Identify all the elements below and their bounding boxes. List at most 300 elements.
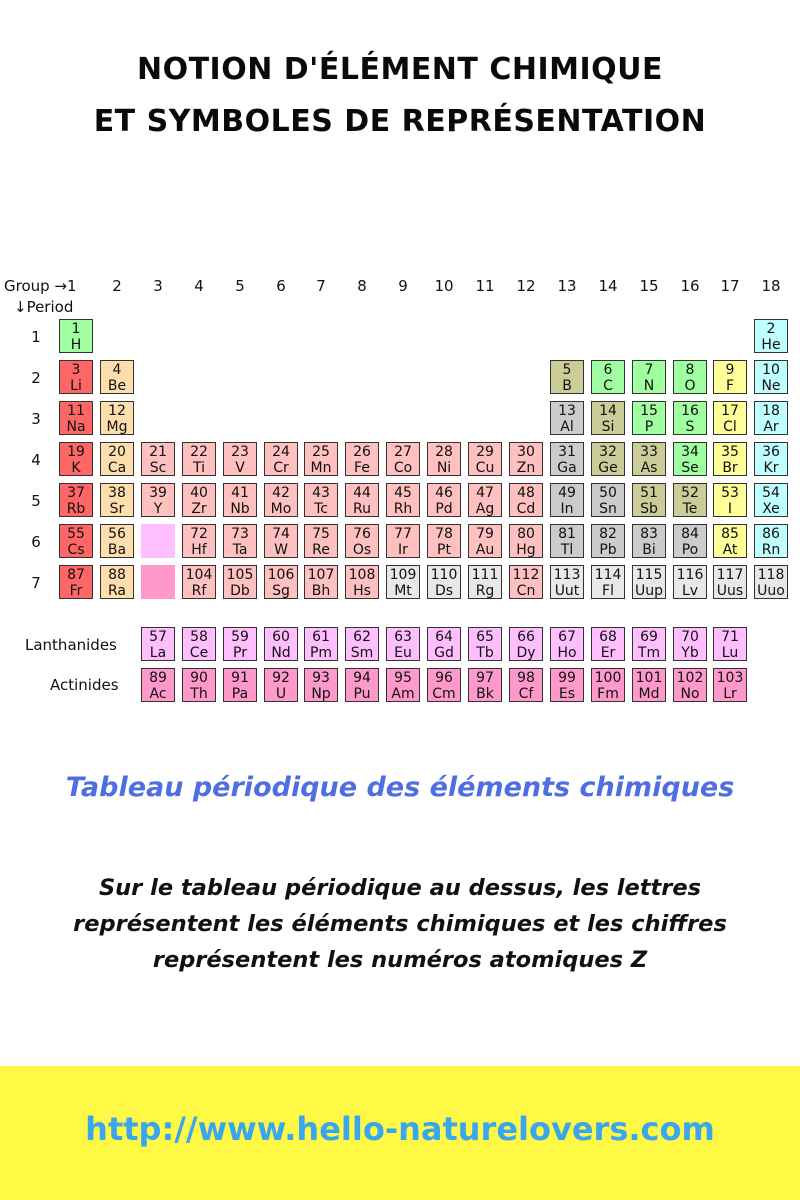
group-number: 11 — [475, 277, 495, 295]
group-number: 13 — [557, 277, 577, 295]
element-symbol: Fl — [602, 583, 614, 599]
atomic-number: 92 — [272, 670, 290, 686]
element-symbol: Ho — [557, 645, 577, 661]
atomic-number: 31 — [558, 444, 576, 460]
element-cell — [264, 442, 298, 476]
series-placeholder-cell — [141, 524, 175, 558]
element-cell — [509, 483, 543, 517]
element-symbol: Os — [352, 542, 372, 558]
atomic-number: 112 — [512, 567, 540, 583]
element-cell — [100, 565, 134, 599]
atomic-number: 43 — [312, 485, 330, 501]
group-number: 3 — [153, 277, 163, 295]
atomic-number: 4 — [112, 362, 122, 378]
element-symbol: Cn — [516, 583, 536, 599]
element-symbol: Cf — [518, 686, 534, 702]
element-symbol: Hs — [353, 583, 371, 599]
element-cell — [550, 360, 584, 394]
element-cell — [713, 360, 747, 394]
element-symbol: Mt — [394, 583, 412, 599]
element-cell — [591, 668, 625, 702]
atomic-number: 3 — [71, 362, 81, 378]
element-cell — [754, 360, 788, 394]
element-cell — [468, 627, 502, 661]
element-symbol: Tb — [476, 645, 494, 661]
element-symbol: No — [680, 686, 700, 702]
element-symbol: Sb — [640, 501, 658, 517]
element-symbol: Co — [393, 460, 413, 476]
element-cell — [591, 442, 625, 476]
element-cell — [550, 627, 584, 661]
element-cell — [223, 442, 257, 476]
element-symbol: Uuo — [757, 583, 785, 599]
atomic-number: 7 — [644, 362, 654, 378]
element-cell — [304, 668, 338, 702]
atomic-number: 90 — [190, 670, 208, 686]
element-cell — [550, 524, 584, 558]
atomic-number: 61 — [312, 629, 330, 645]
atomic-number: 75 — [312, 526, 330, 542]
element-cell — [713, 483, 747, 517]
element-cell — [468, 524, 502, 558]
atomic-number: 97 — [476, 670, 494, 686]
element-cell — [591, 401, 625, 435]
element-symbol: Er — [600, 645, 616, 661]
element-symbol: Ru — [353, 501, 371, 517]
element-symbol: Cr — [273, 460, 289, 476]
element-cell — [264, 524, 298, 558]
element-cell — [100, 483, 134, 517]
element-cell — [713, 565, 747, 599]
element-cell — [550, 668, 584, 702]
element-cell — [182, 442, 216, 476]
element-cell — [100, 442, 134, 476]
group-number: 7 — [316, 277, 326, 295]
element-cell — [632, 627, 666, 661]
element-cell — [468, 483, 502, 517]
element-cell — [468, 668, 502, 702]
element-symbol: Lv — [681, 583, 699, 599]
element-cell — [550, 483, 584, 517]
element-symbol: Yb — [681, 645, 699, 661]
atomic-number: 15 — [640, 403, 658, 419]
element-symbol: Ba — [107, 542, 127, 558]
atomic-number: 9 — [725, 362, 735, 378]
element-symbol: Bk — [476, 686, 494, 702]
group-number: 9 — [398, 277, 408, 295]
element-cell — [509, 524, 543, 558]
atomic-number: 106 — [267, 567, 295, 583]
page-title-line-2: ET SYMBOLES DE REPRÉSENTATION — [93, 104, 707, 139]
atomic-number: 66 — [517, 629, 535, 645]
element-cell — [345, 668, 379, 702]
element-cell — [632, 524, 666, 558]
atomic-number: 63 — [394, 629, 412, 645]
atomic-number: 37 — [67, 485, 85, 501]
group-number: 4 — [194, 277, 204, 295]
element-symbol: Xe — [762, 501, 780, 517]
element-symbol: Pr — [233, 645, 247, 661]
atomic-number: 77 — [394, 526, 412, 542]
element-symbol: Es — [558, 686, 576, 702]
group-number: 14 — [598, 277, 618, 295]
atomic-number: 56 — [108, 526, 126, 542]
element-cell — [754, 442, 788, 476]
atomic-number: 68 — [599, 629, 617, 645]
atomic-number: 110 — [430, 567, 458, 583]
atomic-number: 115 — [635, 567, 663, 583]
element-cell — [427, 627, 461, 661]
element-symbol: Pt — [437, 542, 451, 558]
element-symbol: Sm — [350, 645, 374, 661]
atomic-number: 102 — [676, 670, 704, 686]
page-title-line-1: NOTION D'ÉLÉMENT CHIMIQUE — [136, 52, 663, 87]
element-cell — [182, 668, 216, 702]
element-symbol: Zn — [516, 460, 536, 476]
group-number: 16 — [680, 277, 700, 295]
element-symbol: Rg — [475, 583, 495, 599]
element-symbol: In — [560, 501, 574, 517]
atomic-number: 84 — [681, 526, 699, 542]
element-symbol: Ds — [434, 583, 454, 599]
atomic-number: 95 — [394, 670, 412, 686]
element-symbol: F — [725, 378, 735, 394]
period-number: 5 — [31, 492, 41, 510]
atomic-number: 62 — [353, 629, 371, 645]
element-symbol: Be — [107, 378, 127, 394]
element-symbol: Sc — [149, 460, 167, 476]
element-cell — [59, 442, 93, 476]
atomic-number: 45 — [394, 485, 412, 501]
element-symbol: Ge — [598, 460, 618, 476]
element-cell — [59, 401, 93, 435]
element-cell — [591, 483, 625, 517]
element-symbol: Sn — [599, 501, 617, 517]
element-cell — [427, 668, 461, 702]
element-cell — [304, 627, 338, 661]
element-cell — [673, 360, 707, 394]
atomic-number: 67 — [558, 629, 576, 645]
atomic-number: 93 — [312, 670, 330, 686]
element-symbol: Al — [560, 419, 574, 435]
element-symbol: Rn — [761, 542, 781, 558]
group-number: 5 — [235, 277, 245, 295]
element-cell — [632, 565, 666, 599]
atomic-number: 57 — [149, 629, 167, 645]
element-symbol: Am — [391, 686, 415, 702]
element-cell — [673, 565, 707, 599]
atomic-number: 59 — [231, 629, 249, 645]
element-cell — [427, 524, 461, 558]
period-number: 2 — [31, 369, 41, 387]
element-cell — [59, 565, 93, 599]
element-cell — [345, 565, 379, 599]
atomic-number: 116 — [676, 567, 704, 583]
atomic-number: 16 — [681, 403, 699, 419]
element-symbol: Na — [66, 419, 86, 435]
period-number: 1 — [31, 328, 41, 346]
element-cell — [223, 627, 257, 661]
atomic-number: 81 — [558, 526, 576, 542]
atomic-number: 41 — [231, 485, 249, 501]
element-symbol: Nb — [230, 501, 250, 517]
group-number: 17 — [720, 277, 740, 295]
element-symbol: Fe — [354, 460, 370, 476]
atomic-number: 80 — [517, 526, 535, 542]
element-cell — [591, 627, 625, 661]
footer-banner — [0, 1066, 800, 1200]
element-symbol: Mg — [106, 419, 128, 435]
atomic-number: 55 — [67, 526, 85, 542]
atomic-number: 64 — [435, 629, 453, 645]
atomic-number: 10 — [762, 362, 780, 378]
atomic-number: 11 — [67, 403, 85, 419]
atomic-number: 104 — [185, 567, 213, 583]
element-symbol: Th — [190, 686, 208, 702]
atomic-number: 39 — [149, 485, 167, 501]
atomic-number: 78 — [435, 526, 453, 542]
atomic-number: 86 — [762, 526, 780, 542]
atomic-number: 69 — [640, 629, 658, 645]
atomic-number: 51 — [640, 485, 658, 501]
element-cell — [345, 442, 379, 476]
atomic-number: 83 — [640, 526, 658, 542]
group-number: 10 — [434, 277, 454, 295]
element-cell — [386, 524, 420, 558]
element-cell — [100, 360, 134, 394]
atomic-number: 70 — [681, 629, 699, 645]
atomic-number: 17 — [721, 403, 739, 419]
atomic-number: 12 — [108, 403, 126, 419]
atomic-number: 71 — [721, 629, 739, 645]
atomic-number: 96 — [435, 670, 453, 686]
atomic-number: 36 — [762, 444, 780, 460]
atomic-number: 35 — [721, 444, 739, 460]
element-cell — [591, 524, 625, 558]
element-symbol: Ga — [557, 460, 577, 476]
element-symbol: Mn — [310, 460, 332, 476]
element-symbol: W — [274, 542, 288, 558]
element-symbol: Ra — [108, 583, 126, 599]
group-number: 2 — [112, 277, 122, 295]
element-symbol: Cd — [516, 501, 536, 517]
element-cell — [591, 565, 625, 599]
atomic-number: 49 — [558, 485, 576, 501]
element-cell — [304, 524, 338, 558]
website-link[interactable]: http://www.hello-naturelovers.com — [85, 1110, 715, 1148]
element-cell — [754, 319, 788, 353]
element-cell — [591, 360, 625, 394]
element-cell — [264, 668, 298, 702]
atomic-number: 108 — [348, 567, 376, 583]
element-cell — [386, 565, 420, 599]
element-symbol: Mo — [270, 501, 292, 517]
element-symbol: H — [70, 337, 82, 353]
element-symbol: Au — [475, 542, 495, 558]
element-cell — [304, 565, 338, 599]
group-axis-label: Group →1 — [4, 277, 77, 295]
element-cell — [386, 442, 420, 476]
element-cell — [713, 401, 747, 435]
element-symbol: Cm — [432, 686, 456, 702]
element-symbol: N — [643, 378, 655, 394]
element-cell — [182, 524, 216, 558]
element-cell — [264, 565, 298, 599]
element-cell — [509, 565, 543, 599]
atomic-number: 72 — [190, 526, 208, 542]
element-symbol: Ca — [107, 460, 127, 476]
element-cell — [182, 627, 216, 661]
element-cell — [386, 627, 420, 661]
element-cell — [468, 442, 502, 476]
element-cell — [264, 483, 298, 517]
subtitle: Tableau périodique des éléments chimiques — [65, 772, 735, 803]
element-cell — [754, 401, 788, 435]
group-number: 8 — [357, 277, 367, 295]
element-symbol: As — [640, 460, 658, 476]
element-cell — [59, 319, 93, 353]
atomic-number: 101 — [635, 670, 663, 686]
element-symbol: Fr — [69, 583, 83, 599]
element-symbol: B — [562, 378, 572, 394]
element-cell — [632, 483, 666, 517]
element-symbol: V — [235, 460, 245, 476]
element-symbol: Pa — [231, 686, 249, 702]
group-number: 15 — [639, 277, 659, 295]
element-symbol: Hg — [516, 542, 536, 558]
element-symbol: At — [722, 542, 738, 558]
atomic-number: 98 — [517, 670, 535, 686]
element-cell — [141, 627, 175, 661]
group-number: 12 — [516, 277, 536, 295]
element-cell — [264, 627, 298, 661]
element-symbol: Cu — [475, 460, 495, 476]
element-cell — [345, 627, 379, 661]
atomic-number: 65 — [476, 629, 494, 645]
atomic-number: 103 — [716, 670, 744, 686]
element-symbol: Y — [153, 501, 163, 517]
element-symbol: Bi — [642, 542, 656, 558]
element-symbol: Tc — [314, 501, 328, 517]
atomic-number: 22 — [190, 444, 208, 460]
element-cell — [468, 565, 502, 599]
element-cell — [345, 483, 379, 517]
atomic-number: 100 — [594, 670, 622, 686]
atomic-number: 46 — [435, 485, 453, 501]
element-symbol: Lu — [721, 645, 739, 661]
atomic-number: 87 — [67, 567, 85, 583]
element-cell — [673, 483, 707, 517]
atomic-number: 89 — [149, 670, 167, 686]
atomic-number: 26 — [353, 444, 371, 460]
atomic-number: 19 — [67, 444, 85, 460]
element-symbol: Si — [601, 419, 615, 435]
atomic-number: 60 — [272, 629, 290, 645]
element-symbol: Ar — [763, 419, 779, 435]
atomic-number: 76 — [353, 526, 371, 542]
atomic-number: 8 — [685, 362, 695, 378]
element-cell — [673, 401, 707, 435]
atomic-number: 117 — [716, 567, 744, 583]
atomic-number: 82 — [599, 526, 617, 542]
element-cell — [632, 668, 666, 702]
element-symbol: Hf — [191, 542, 207, 558]
element-cell — [386, 668, 420, 702]
element-cell — [754, 483, 788, 517]
atomic-number: 29 — [476, 444, 494, 460]
element-cell — [182, 483, 216, 517]
series-placeholder-cell — [141, 565, 175, 599]
element-cell — [59, 483, 93, 517]
element-symbol: Ni — [436, 460, 452, 476]
element-cell — [632, 442, 666, 476]
element-symbol: Eu — [394, 645, 412, 661]
atomic-number: 99 — [558, 670, 576, 686]
atomic-number: 18 — [762, 403, 780, 419]
element-symbol: Pb — [599, 542, 617, 558]
element-cell — [427, 483, 461, 517]
atomic-number: 48 — [517, 485, 535, 501]
atomic-number: 34 — [681, 444, 699, 460]
element-symbol: U — [275, 686, 287, 702]
atomic-number: 91 — [231, 670, 249, 686]
period-number: 4 — [31, 451, 41, 469]
element-cell — [304, 483, 338, 517]
atomic-number: 23 — [231, 444, 249, 460]
atomic-number: 109 — [389, 567, 417, 583]
atomic-number: 27 — [394, 444, 412, 460]
atomic-number: 13 — [558, 403, 576, 419]
element-symbol: Li — [70, 378, 82, 394]
element-cell — [141, 483, 175, 517]
atomic-number: 42 — [272, 485, 290, 501]
element-symbol: Ce — [189, 645, 209, 661]
element-symbol: Pm — [309, 645, 333, 661]
atomic-number: 88 — [108, 567, 126, 583]
element-symbol: Np — [311, 686, 331, 702]
element-symbol: Ti — [192, 460, 205, 476]
element-cell — [754, 524, 788, 558]
element-cell — [182, 565, 216, 599]
element-cell — [632, 360, 666, 394]
atomic-number: 73 — [231, 526, 249, 542]
atomic-number: 21 — [149, 444, 167, 460]
element-cell — [141, 442, 175, 476]
atomic-number: 50 — [599, 485, 617, 501]
element-cell — [427, 565, 461, 599]
element-cell — [141, 668, 175, 702]
element-symbol: K — [71, 460, 81, 476]
element-symbol: Se — [681, 460, 699, 476]
element-cell — [509, 668, 543, 702]
element-cell — [223, 668, 257, 702]
atomic-number: 113 — [553, 567, 581, 583]
element-cell — [509, 442, 543, 476]
element-cell — [223, 483, 257, 517]
lanthanides-label: Lanthanides — [25, 636, 117, 654]
period-axis-label: ↓Period — [14, 298, 74, 316]
element-symbol: C — [603, 378, 613, 394]
atomic-number: 74 — [272, 526, 290, 542]
element-symbol: Uus — [716, 583, 744, 599]
description-text: Sur le tableau périodique au dessus, les lettres représentent les éléments chimiques et les chiffres représentent les numéros atomiques Z — [73, 875, 727, 973]
element-symbol: Kr — [763, 460, 779, 476]
atomic-number: 52 — [681, 485, 699, 501]
element-cell — [713, 524, 747, 558]
element-symbol: Ir — [398, 542, 408, 558]
element-cell — [550, 442, 584, 476]
element-symbol: Ne — [761, 378, 781, 394]
